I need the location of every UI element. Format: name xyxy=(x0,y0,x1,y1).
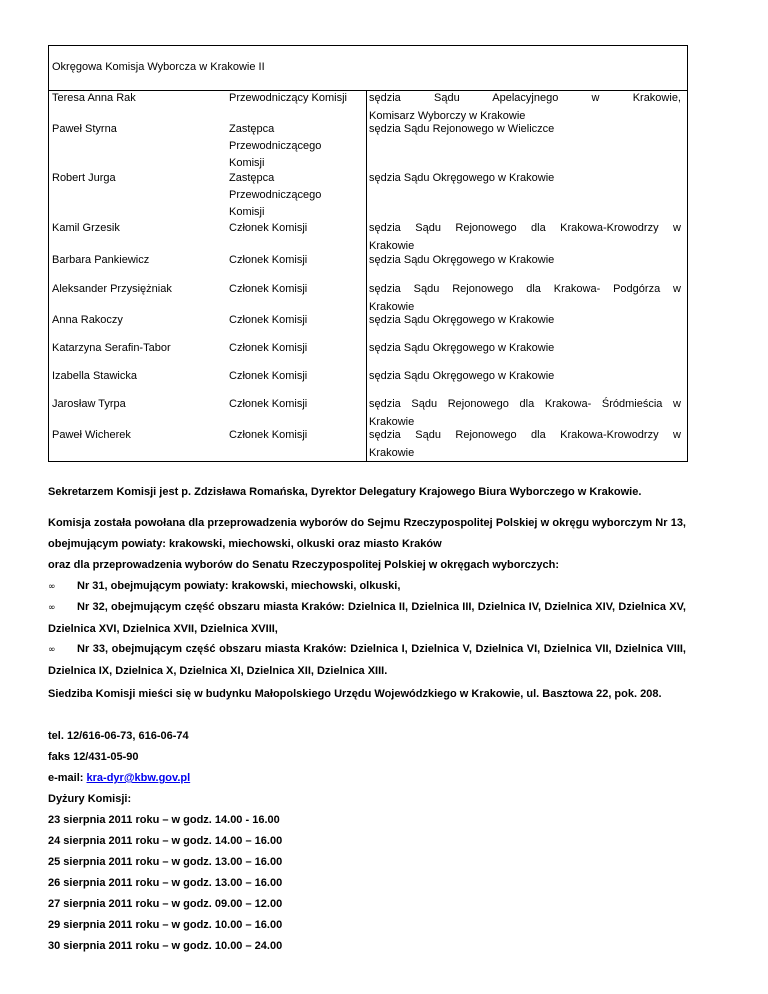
member-name: Aleksander Przysiężniak xyxy=(52,283,172,295)
fax-line: faks 12/431-05-90 xyxy=(48,751,139,763)
district-text: Nr 31, obejmującym powiaty: krakowski, miechowski, olkuski, xyxy=(77,580,401,592)
district-list-item xyxy=(48,576,686,598)
duty-item: 24 sierpnia 2011 roku – w godz. 14.00 – 16.00 xyxy=(48,835,283,847)
member-description: sędzia Sądu Okręgowego w Krakowie xyxy=(369,370,555,382)
duty-item: 26 sierpnia 2011 roku – w godz. 13.00 – 16.00 xyxy=(48,877,283,889)
district-text: Nr 32, obejmującym część obszaru miasta Kraków: Dzielnica II, Dzielnica III, Dzielnica IV, Dzielnica XIV, Dzielnica XV, Dzielnica XVI, Dzielnica XVII, Dzielnica XVIII, xyxy=(48,601,686,635)
district-list-item xyxy=(48,597,686,640)
member-description: sędzia Sądu Okręgowego w Krakowie xyxy=(369,342,555,354)
table-header-divider xyxy=(48,90,688,91)
bullet-icon: ∞ xyxy=(48,645,56,655)
member-role: Członek Komisji xyxy=(229,222,308,234)
member-description: sędzia Sądu Rejonowego dla Krakowa-Krowodrzy w xyxy=(369,222,681,234)
duty-item: 23 sierpnia 2011 roku – w godz. 14.00 - 16.00 xyxy=(48,814,280,826)
member-name: Jarosław Tyrpa xyxy=(52,398,126,410)
phone-line: tel. 12/616-06-73, 616-06-74 xyxy=(48,730,189,742)
member-description-cont: Krakowie xyxy=(369,240,415,252)
member-name: Paweł Wicherek xyxy=(52,429,131,441)
duty-item: 30 sierpnia 2011 roku – w godz. 10.00 – 24.00 xyxy=(48,940,283,952)
email-label: e-mail: xyxy=(48,772,87,784)
email-line xyxy=(48,772,190,784)
member-role: Zastępca xyxy=(229,172,275,184)
member-description: sędzia Sądu Rejonowego dla Krakowa- Śródmieścia w xyxy=(369,398,681,410)
member-name: Katarzyna Serafin-Tabor xyxy=(52,342,171,354)
secretary-paragraph xyxy=(48,482,686,503)
secretary-text: Sekretarzem Komisji jest p. Zdzisława Romańska, Dyrektor Delegatury Krajowego Biura Wyborczego w Krakowie. xyxy=(48,486,642,498)
member-role: Przewodniczący Komisji xyxy=(229,92,347,104)
duty-item: 25 sierpnia 2011 roku – w godz. 13.00 – 16.00 xyxy=(48,856,283,868)
member-role-cont: Komisji xyxy=(229,157,265,169)
member-role: Członek Komisji xyxy=(229,398,308,410)
member-role: Członek Komisji xyxy=(229,314,308,326)
member-role-cont: Komisji xyxy=(229,206,265,218)
member-name: Barbara Pankiewicz xyxy=(52,254,150,266)
member-name: Izabella Stawicka xyxy=(52,370,137,382)
district-list-item xyxy=(48,639,686,682)
member-description: sędzia Sądu Rejonowego w Wieliczce xyxy=(369,123,555,135)
committee-title: Okręgowa Komisja Wyborcza w Krakowie II xyxy=(52,61,265,73)
district-text: Nr 33, obejmującym część obszaru miasta Kraków: Dzielnica I, Dzielnica V, Dzielnica VI, Dzielnica VII, Dzielnica VIII, Dzielnica IX, Dzielnica X, Dzielnica XI, Dzielnica XII, Dzielnica XIII. xyxy=(48,643,686,677)
bullet-icon: ∞ xyxy=(48,603,56,613)
member-description-cont: Krakowie xyxy=(369,301,415,313)
purpose-text: Komisja została powołana dla przeprowadzenia wyborów do Sejmu Rzeczypospolitej Polskiej w okręgu wyborczym Nr 13, obejmującym powiaty: krakowski, miechowski, olkuski oraz miasto Kraków xyxy=(48,517,686,550)
member-role: Zastępca xyxy=(229,123,275,135)
member-role: Członek Komisji xyxy=(229,370,308,382)
seat-text: Siedziba Komisji mieści się w budynku Małopolskiego Urzędu Wojewódzkiego w Krakowie, ul. Basztowa 22, pok. 208. xyxy=(48,688,662,700)
member-role: Członek Komisji xyxy=(229,254,308,266)
duty-title: Dyżury Komisji: xyxy=(48,793,132,805)
seat-paragraph xyxy=(48,684,686,705)
bullet-icon: ∞ xyxy=(48,582,56,592)
duty-item: 29 sierpnia 2011 roku – w godz. 10.00 – 16.00 xyxy=(48,919,283,931)
member-description-cont: Komisarz Wyborczy w Krakowie xyxy=(369,110,526,122)
duty-item: 27 sierpnia 2011 roku – w godz. 09.00 – 12.00 xyxy=(48,898,283,910)
member-role-cont: Przewodniczącego xyxy=(229,140,322,152)
member-description: sędzia Sądu Rejonowego dla Krakowa- Podgórza w xyxy=(369,283,681,295)
purpose-paragraph xyxy=(48,513,686,555)
member-role: Członek Komisji xyxy=(229,342,308,354)
member-description: sędzia Sądu Okręgowego w Krakowie xyxy=(369,314,555,326)
member-role: Członek Komisji xyxy=(229,283,308,295)
member-role: Członek Komisji xyxy=(229,429,308,441)
email-link[interactable]: kra-dyr@kbw.gov.pl xyxy=(86,772,191,784)
member-name: Robert Jurga xyxy=(52,172,116,184)
member-description-cont: Krakowie xyxy=(369,447,415,459)
member-role-cont: Przewodniczącego xyxy=(229,189,322,201)
member-name: Teresa Anna Rak xyxy=(52,92,136,104)
member-description: sędzia Sądu Okręgowego w Krakowie xyxy=(369,254,555,266)
member-description: sędzia Sądu Okręgowego w Krakowie xyxy=(369,172,555,184)
senate-intro-text: oraz dla przeprowadzenia wyborów do Senatu Rzeczypospolitej Polskiej w okręgach wyborczych: xyxy=(48,559,560,571)
member-description: sędzia Sądu Apelacyjnego w Krakowie, xyxy=(369,92,681,104)
member-name: Anna Rakoczy xyxy=(52,314,123,326)
member-description: sędzia Sądu Rejonowego dla Krakowa-Krowodrzy w xyxy=(369,429,681,441)
member-name: Paweł Styrna xyxy=(52,123,117,135)
table-column-divider xyxy=(366,90,367,461)
member-description-cont: Krakowie xyxy=(369,416,415,428)
member-name: Kamil Grzesik xyxy=(52,222,120,234)
senate-intro xyxy=(48,555,686,576)
